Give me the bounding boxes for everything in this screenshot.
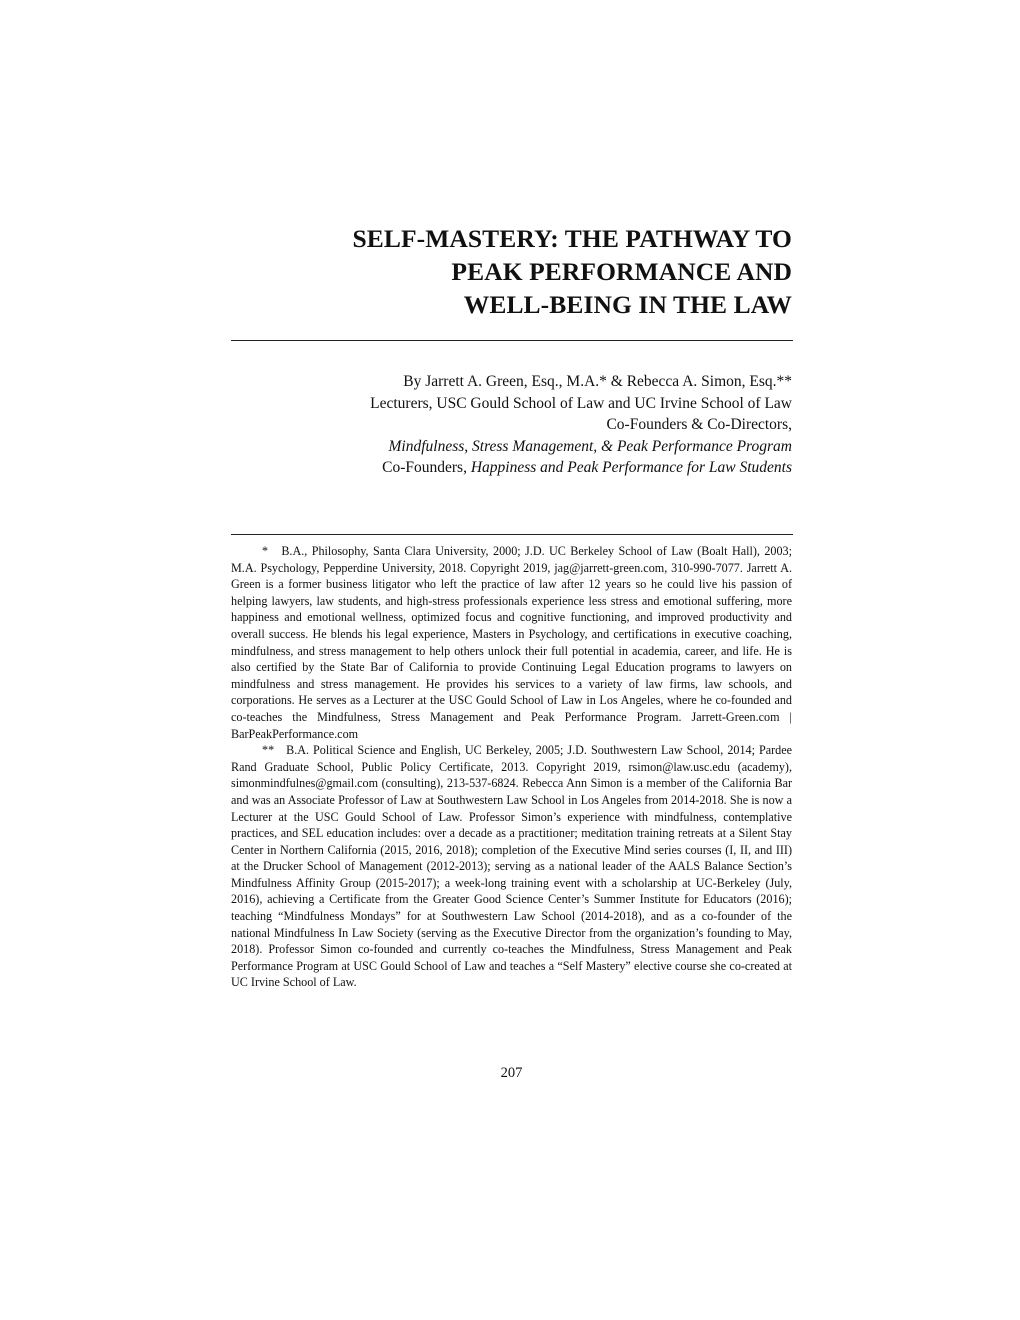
footnote-2 — [231, 742, 792, 991]
byline-program: Mindfulness, Stress Management, & Peak Performance Program — [388, 437, 792, 455]
article-title — [231, 222, 792, 321]
title-line-1: SELF-MASTERY: THE PATHWAY TO — [352, 224, 792, 253]
footnote-2-marker: ** — [262, 743, 275, 758]
byline-affiliation: Lecturers, USC Gould School of Law and UC Irvine School of Law — [370, 394, 792, 412]
title-line-2: PEAK PERFORMANCE AND — [451, 257, 792, 286]
footnote-1 — [231, 543, 792, 742]
footnote-1-marker: * — [262, 544, 269, 558]
footnote-1-text: B.A., Philosophy, Santa Clara University, 2000; J.D. UC Berkeley School of Law (Boalt Hall), 2003; M.A. Psychology, Pepperdine University, 2018. Copyright 2019, jag@jarrett-green.com, 310-990-7077. Jarrett A. Green is a former business litigator who left the practice of law after 12 years so he could live his passion of helping lawyers, law students, and high-stress professionals experience less stress and emotional suffering, more happiness and emotional wellness, optimized focus and cognitive functioning, and improved productivity and overall success. He blends his legal experience, Masters in Psychology, and certifications in executive coaching, mindfulness, and stress management to help others unlock their full potential in academia, career, and life. He is also certified by the State Bar of California to provide Continuing Legal Education programs to lawyers on mindfulness and stress management. He provides his services to a variety of law firms, law schools, and corporations. He serves as a Lecturer at the USC Gould School of Law in Los Angeles, where he co-founded and co-teaches the Mindfulness, Stress Management and Peak Performance Program. Jarrett-Green.com | BarPeakPerformance.com — [231, 544, 792, 741]
byline-authors: By Jarrett A. Green, Esq., M.A.* & Rebecca A. Simon, Esq.** — [403, 373, 792, 390]
byline-second-role — [231, 457, 792, 479]
title-divider — [231, 340, 793, 341]
byline-second-role-prefix: Co-Founders, — [382, 459, 467, 477]
footnote-divider — [231, 534, 793, 535]
title-line-3: WELL-BEING IN THE LAW — [463, 290, 792, 319]
author-byline — [231, 371, 792, 479]
footnote-2-text: B.A. Political Science and English, UC Berkeley, 2005; J.D. Southwestern Law School, 2014; Pardee Rand Graduate School, Public Policy Certificate, 2013. Copyright 2019, rsimon@law.usc.edu (academy), simonmindfulnes@gmail.com (consulting), 213-537-6824. Rebecca Ann Simon is a member of the California Bar and was an Associate Professor of Law at Southwestern Law School in Los Angeles from 2014-2018. She is now a Lecturer at the USC Gould School of Law. Professor Simon’s experience with mindfulness, contemplative practices, and SEL education includes: over a decade as a practitioner; meditation training retreats at a Silent Stay Center in Northern California (2015, 2016, 2018); completion of the Executive Mind series courses (I, II, and III) at the Drucker School of Management (2012-2013); serving as a national leader of the AALS Balance Section’s Mindfulness Affinity Group (2015-2017); a week-long training event with a scholarship at UC-Berkeley (July, 2016), achieving a Certificate from the Greater Good Science Center’s Summer Institute for Educators (2016); teaching “Mindfulness Mondays” for at Southwestern Law School (2014-2018), and as a co-founder of the national Mindfulness In Law Society (serving as the Executive Director from the organization’s founding to May, 2018). Professor Simon co-founded and currently co-teaches the Mindfulness, Stress Management and Peak Performance Program at USC Gould School of Law and teaches a “Self Mastery” elective course she co-created at UC Irvine School of Law. — [231, 743, 793, 990]
page-number: 207 — [500, 1065, 523, 1081]
byline-role: Co-Founders & Co-Directors, — [606, 416, 792, 434]
footnotes — [231, 543, 792, 991]
byline-second-program: Happiness and Peak Performance for Law Students — [470, 459, 792, 477]
